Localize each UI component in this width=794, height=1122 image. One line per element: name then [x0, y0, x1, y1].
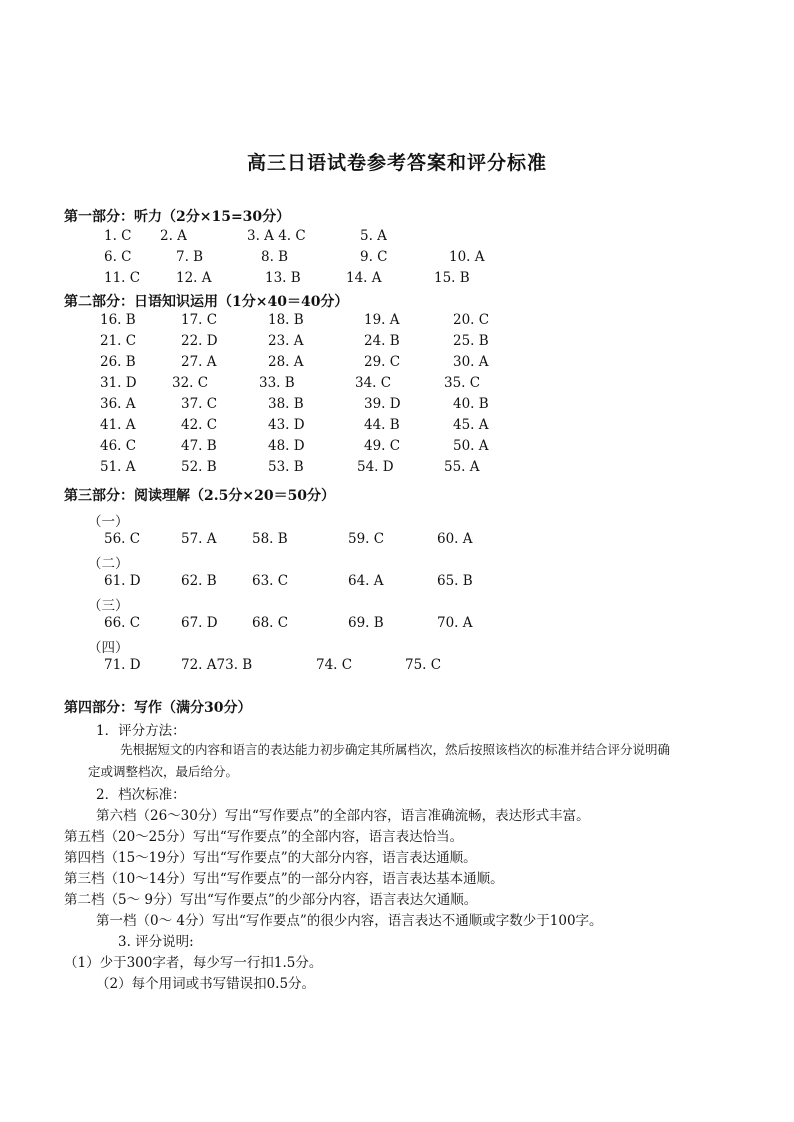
answer-item: 23. A: [268, 333, 304, 349]
answer-item: 61. D: [104, 573, 141, 589]
levels-title: 2．档次标准：: [96, 787, 186, 803]
answer-item: 2. A: [160, 228, 187, 244]
answer-item: 47. B: [181, 438, 217, 454]
group-label: （三）: [88, 598, 129, 614]
answer-item: 69. B: [348, 615, 384, 631]
part2-heading: 第二部分：日语知识运用（1分×40＝40分）: [64, 294, 349, 310]
answer-item: 35. C: [444, 375, 481, 391]
answer-item: 13. B: [265, 270, 301, 286]
answer-item: 49. C: [364, 438, 401, 454]
answer-item: 24. B: [364, 333, 400, 349]
method-title: 1．评分方法：: [96, 723, 186, 739]
answer-item: 6. C: [104, 249, 132, 265]
answer-item: 44. B: [364, 417, 400, 433]
answer-item: 51. A: [100, 459, 136, 475]
answer-item: 18. B: [268, 312, 304, 328]
answer-item: 57. A: [181, 531, 217, 547]
answer-item: 55. A: [444, 459, 480, 475]
answer-item: 52. B: [181, 459, 217, 475]
answer-item: 26. B: [100, 354, 136, 370]
answer-item: 41. A: [100, 417, 136, 433]
answer-item: 37. C: [181, 396, 218, 412]
answer-item: 56. C: [104, 531, 141, 547]
answer-item: 1. C: [104, 228, 132, 244]
answer-item: 14. A: [346, 270, 382, 286]
answer-item: 53. B: [268, 459, 304, 475]
answer-item: 34. C: [355, 375, 392, 391]
answer-item: 40. B: [453, 396, 489, 412]
group-label: （一）: [88, 514, 129, 530]
answer-item: 22. D: [181, 333, 218, 349]
answer-item: 10. A: [449, 249, 485, 265]
answer-item: 75. C: [405, 657, 442, 673]
notes-title: 3. 评分说明:: [118, 934, 194, 950]
answer-item: 66. C: [104, 615, 141, 631]
method-text: 先根据短文的内容和语言的表达能力初步确定其所属档次，然后按照该档次的标准并结合评分说明确: [120, 742, 671, 757]
answer-item: 21. C: [100, 333, 137, 349]
answer-item: 33. B: [259, 375, 295, 391]
answer-item: 39. D: [364, 396, 401, 412]
answer-item: 45. A: [453, 417, 489, 433]
answer-item: 16. B: [100, 312, 136, 328]
level-line: 第四档（15～19分）写出“写作要点”的大部分内容，语言表达通顺。: [64, 850, 477, 866]
answer-item: 9. C: [360, 249, 388, 265]
answer-item: 58. B: [252, 531, 288, 547]
answer-row: [0, 270, 794, 290]
note-line: （1）少于300字者，每少写一行扣1.5分。: [64, 955, 323, 971]
answer-row: [0, 459, 794, 479]
answer-row: [0, 615, 794, 635]
answer-row: [0, 249, 794, 269]
part4-heading: 第四部分：写作（满分30分）: [64, 700, 252, 716]
answer-item: 17. C: [181, 312, 218, 328]
answer-item: 19. A: [364, 312, 400, 328]
answer-item: 15. B: [434, 270, 470, 286]
answer-row: [0, 657, 794, 677]
answer-item: 71. D: [104, 657, 141, 673]
level-line: 第一档（0～ 4分）写出“写作要点”的很少内容，语言表达不通顺或字数少于100字。: [96, 913, 603, 929]
answer-item: 50. A: [453, 438, 489, 454]
level-line: 第三档（10～14分）写出“写作要点”的一部分内容，语言表达基本通顺。: [64, 871, 504, 887]
answer-item: 70. A: [437, 615, 473, 631]
answer-item: 68. C: [252, 615, 289, 631]
answer-row: [0, 531, 794, 551]
answer-item: 64. A: [348, 573, 384, 589]
level-line: 第六档（26～30分）写出“写作要点”的全部内容，语言准确流畅，表达形式丰富。: [96, 808, 590, 824]
level-line: 第二档（5～ 9分）写出“写作要点”的少部分内容，语言表达欠通顺。: [64, 892, 478, 908]
answer-item: 29. C: [364, 354, 401, 370]
group-label: （四）: [88, 640, 129, 656]
answer-item: 62. B: [181, 573, 217, 589]
answer-row: [0, 417, 794, 437]
answer-item: 59. C: [348, 531, 385, 547]
answer-row: [0, 396, 794, 416]
answer-item: 8. B: [261, 249, 289, 265]
answer-row: [0, 438, 794, 458]
answer-item: 72. A73. B: [181, 657, 253, 673]
part1-heading: 第一部分：听力（2分×15=30分）: [64, 209, 291, 225]
answer-item: 25. B: [453, 333, 489, 349]
answer-item: 42. C: [181, 417, 218, 433]
answer-item: 43. D: [268, 417, 305, 433]
answer-item: 20. C: [453, 312, 490, 328]
level-line: 第五档（20～25分）写出“写作要点”的全部内容，语言表达恰当。: [64, 829, 464, 845]
answer-item: 36. A: [100, 396, 136, 412]
answer-item: 27. A: [181, 354, 217, 370]
answer-row: [0, 573, 794, 593]
answer-item: 60. A: [437, 531, 473, 547]
note-line: （2）每个用词或书写错误扣0.5分。: [96, 976, 316, 992]
answer-item: 63. C: [252, 573, 289, 589]
answer-row: [0, 228, 794, 248]
answer-item: 46. C: [100, 438, 137, 454]
answer-item: 7. B: [176, 249, 204, 265]
group-label: （二）: [88, 556, 129, 572]
answer-item: 38. B: [268, 396, 304, 412]
answer-item: 74. C: [316, 657, 353, 673]
part3-heading: 第三部分：阅读理解（2.5分×20＝50分）: [64, 488, 336, 504]
answer-row: [0, 375, 794, 395]
answer-item: 5. A: [360, 228, 387, 244]
answer-item: 3. A 4. C: [247, 228, 306, 244]
answer-item: 67. D: [181, 615, 218, 631]
answer-item: 12. A: [176, 270, 212, 286]
answer-row: [0, 354, 794, 374]
answer-item: 31. D: [100, 375, 137, 391]
page-title: 高三日语试卷参考答案和评分标准: [246, 152, 547, 174]
answer-item: 32. C: [172, 375, 209, 391]
answer-item: 48. D: [268, 438, 305, 454]
answer-item: 30. A: [453, 354, 489, 370]
answer-row: [0, 312, 794, 332]
answer-item: 11. C: [104, 270, 141, 286]
answer-item: 65. B: [437, 573, 473, 589]
method-text: 定或调整档次，最后给分。: [88, 764, 239, 779]
answer-item: 28. A: [268, 354, 304, 370]
answer-row: [0, 333, 794, 353]
answer-item: 54. D: [357, 459, 394, 475]
